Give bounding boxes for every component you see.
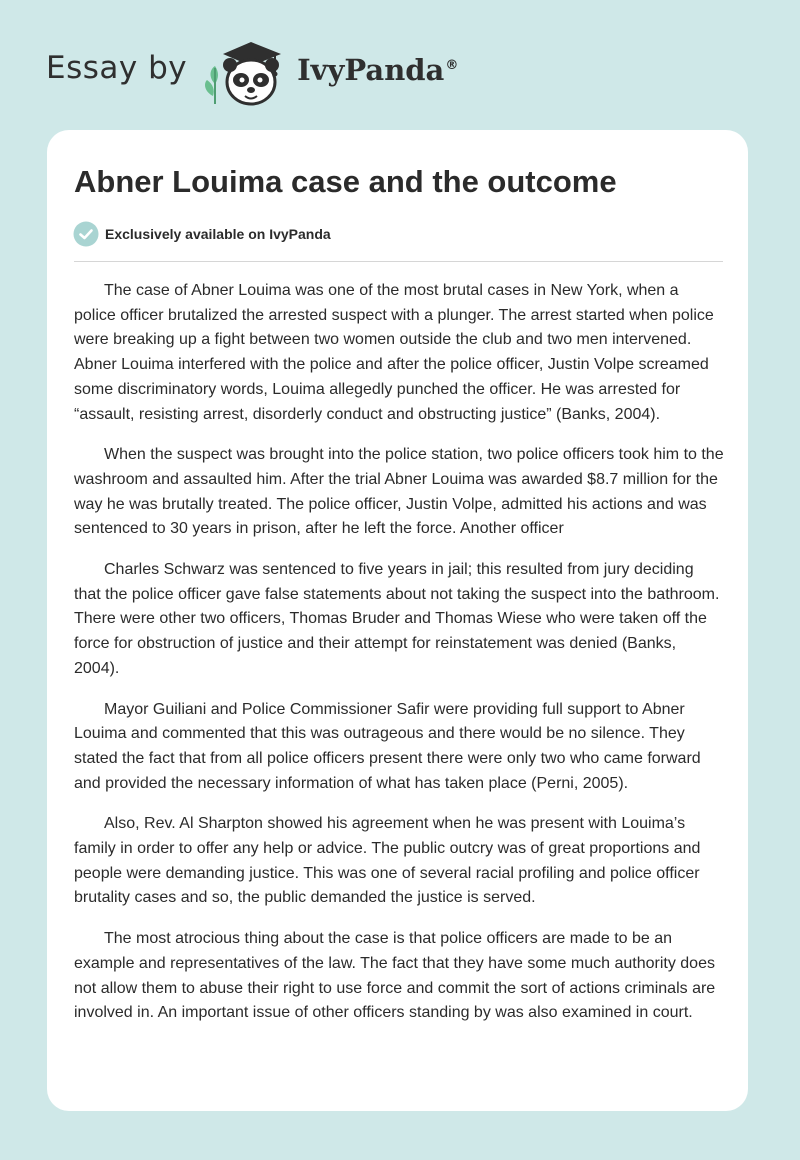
check-circle-icon	[73, 221, 99, 247]
site-header	[46, 32, 458, 112]
article-paragraph: Mayor Guiliani and Police Commissioner Safir were providing full support to Abner Louima and commented that this was outrageous and there would be no silence. They stated the fact that from all police officers present there were only two who came forward and provided the necessary information of what has taken place (Perni, 2005).	[74, 700, 701, 792]
article-paragraph: When the suspect was brought into the police station, two police officers took him to the washroom and assaulted him. After the trial Abner Louima was awarded $8.7 million for the way he was brutally treated. The police officer, Justin Volpe, admitted his actions and was sentenced to 30 years in prison, after he left the force. Another officer	[74, 446, 724, 538]
article-paragraph: The most atrocious thing about the case is that police officers are made to be an example and representatives of the law. The fact that they have some much authority does not allow them to abuse their right to use force and commit the sort of actions criminals are involved in. An important issue of other officers standing by was also examined in court.	[74, 930, 716, 1022]
brand-name[interactable]	[297, 53, 458, 87]
brand-prefix: Essay by	[46, 50, 188, 86]
article-body	[74, 279, 724, 1042]
exclusive-badge-label: Exclusively available on IvyPanda	[105, 226, 331, 242]
exclusive-badge	[73, 221, 331, 247]
article-card	[47, 130, 748, 1111]
panda-graduate-logo-icon[interactable]	[201, 34, 291, 110]
article-title: Abner Louima case and the outcome	[74, 164, 617, 199]
article-paragraph: Also, Rev. Al Sharpton showed his agreement when he was present with Louima’s family in order to offer any help or advice. The public outcry was of great proportions and people were demanding justice. This was one of several racial profiling and police officer brutality cases and so, the public demanded the justice is served.	[74, 815, 701, 907]
article-paragraph: The case of Abner Louima was one of the most brutal cases in New York, when a police officer brutalized the arrested suspect with a plunger. The arrest started when police were breaking up a fight between two women outside the club and two men intervened. Abner Louima interfered with the police and after the police officer, Justin Volpe screamed some discriminatory words, Louima allegedly punched the officer. He was arrested for “assault, resisting arrest, disorderly conduct and obstructing justice” (Banks, 2004).	[74, 282, 714, 423]
brand-name-text: IvyPanda	[297, 53, 445, 87]
article-paragraph: Charles Schwarz was sentenced to five years in jail; this resulted from jury deciding that the police officer gave false statements about not taking the suspect into the bathroom. There were other two officers, Thomas Bruder and Thomas Wiese who were taken off the force for obstruction of justice and their attempt for reinstatement was denied (Banks, 2004).	[74, 561, 720, 677]
registered-mark: ®	[445, 58, 459, 74]
title-divider	[74, 261, 723, 262]
